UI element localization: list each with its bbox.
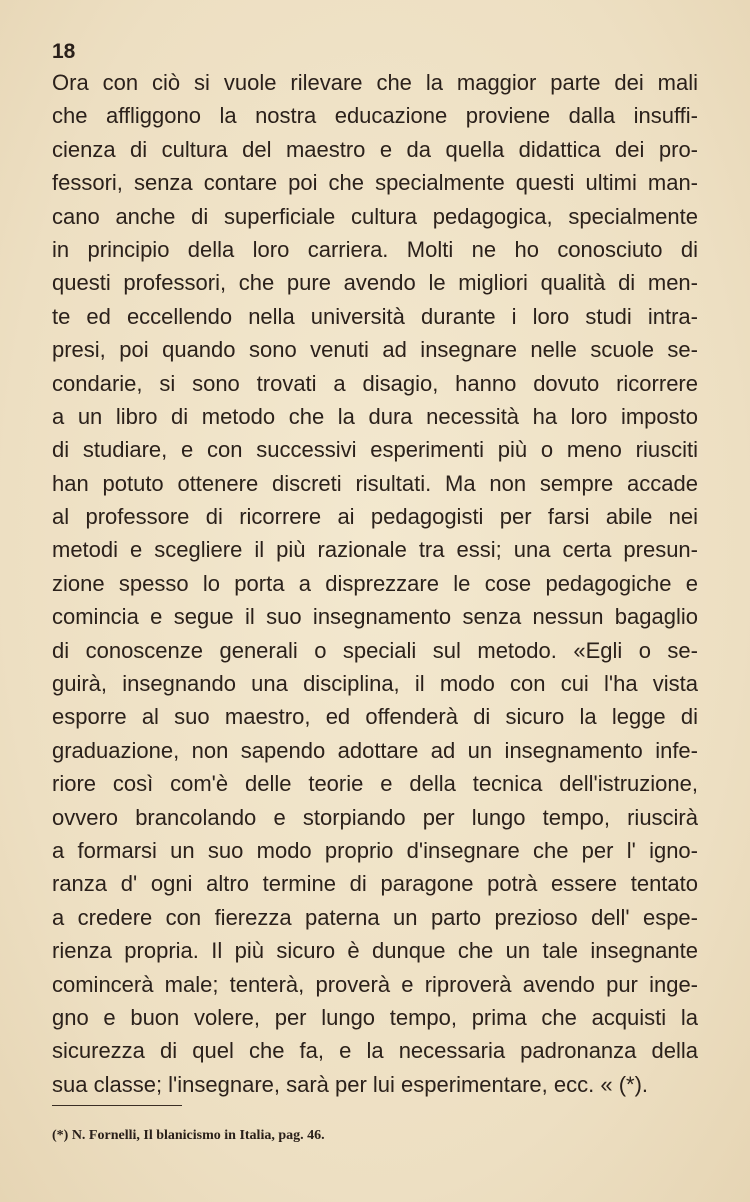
text-line: cienza di cultura del maestro e da quella didattica dei pro- xyxy=(52,136,698,162)
footnote: (*) N. Fornelli, Il blanicismo in Italia, pag. 46. xyxy=(52,1128,325,1143)
text-line: rienza propria. Il più sicuro è dunque che un tale insegnante xyxy=(52,938,698,964)
text-line: a formarsi un suo modo proprio d'insegnare che per l' igno- xyxy=(52,837,698,863)
text-line: Ora con ciò si vuole rilevare che la maggior parte dei mali xyxy=(52,70,698,95)
text-line: han potuto ottenere discreti risultati. Ma non sempre accade xyxy=(52,470,698,496)
text-line: sicurezza di quel che fa, e la necessaria padronanza della xyxy=(52,1038,698,1064)
text-line: metodi e scegliere il più razionale tra essi; una certa presun- xyxy=(52,537,698,563)
text-line: comincerà male; tenterà, proverà e riproverà avendo pur inge- xyxy=(52,971,698,997)
text-line: presi, poi quando sono venuti ad insegnare nelle scuole se- xyxy=(52,337,698,363)
body-text xyxy=(52,66,698,1101)
text-line: cano anche di superficiale cultura pedagogica, specialmente xyxy=(52,203,698,229)
text-line: esporre al suo maestro, ed offenderà di sicuro la legge di xyxy=(52,704,698,730)
text-line: di conoscenze generali o speciali sul metodo. «Egli o se- xyxy=(52,637,698,663)
footnote-divider xyxy=(52,1105,182,1106)
text-line: a un libro di metodo che la dura necessità ha loro imposto xyxy=(52,403,698,429)
text-line: ranza d' ogni altro termine di paragone potrà essere tentato xyxy=(52,871,698,897)
text-line: sua classe; l'insegnare, sarà per lui esperimentare, ecc. « (*). xyxy=(52,1071,649,1097)
text-line: guirà, insegnando una disciplina, il modo con cui l'ha vista xyxy=(52,671,698,697)
page-number: 18 xyxy=(52,40,76,63)
text-line: questi professori, che pure avendo le migliori qualità di men- xyxy=(52,270,698,296)
text-line: riore così com'è delle teorie e della tecnica dell'istruzione, xyxy=(52,771,698,797)
text-line: condarie, si sono trovati a disagio, hanno dovuto ricorrere xyxy=(52,370,698,396)
text-line: che affliggono la nostra educazione proviene dalla insuffi- xyxy=(52,103,698,129)
text-line: al professore di ricorrere ai pedagogisti per farsi abile nei xyxy=(52,504,698,530)
text-line: ovvero brancolando e storpiando per lungo tempo, riuscirà xyxy=(52,804,698,830)
text-line: fessori, senza contare poi che specialmente questi ultimi man- xyxy=(52,170,698,196)
text-line: zione spesso lo porta a disprezzare le cose pedagogiche e xyxy=(52,570,698,596)
text-line: a credere con fierezza paterna un parto prezioso dell' espe- xyxy=(52,904,698,930)
text-line: gno e buon volere, per lungo tempo, prima che acquisti la xyxy=(52,1004,698,1030)
text-line: di studiare, e con successivi esperimenti più o meno riusciti xyxy=(52,437,698,463)
text-line: te ed eccellendo nella università durante i loro studi intra- xyxy=(52,303,698,329)
text-line: in principio della loro carriera. Molti ne ho conosciuto di xyxy=(52,236,698,262)
text-line: graduazione, non sapendo adottare ad un insegnamento infe- xyxy=(52,737,698,763)
text-line: comincia e segue il suo insegnamento senza nessun bagaglio xyxy=(52,604,698,630)
